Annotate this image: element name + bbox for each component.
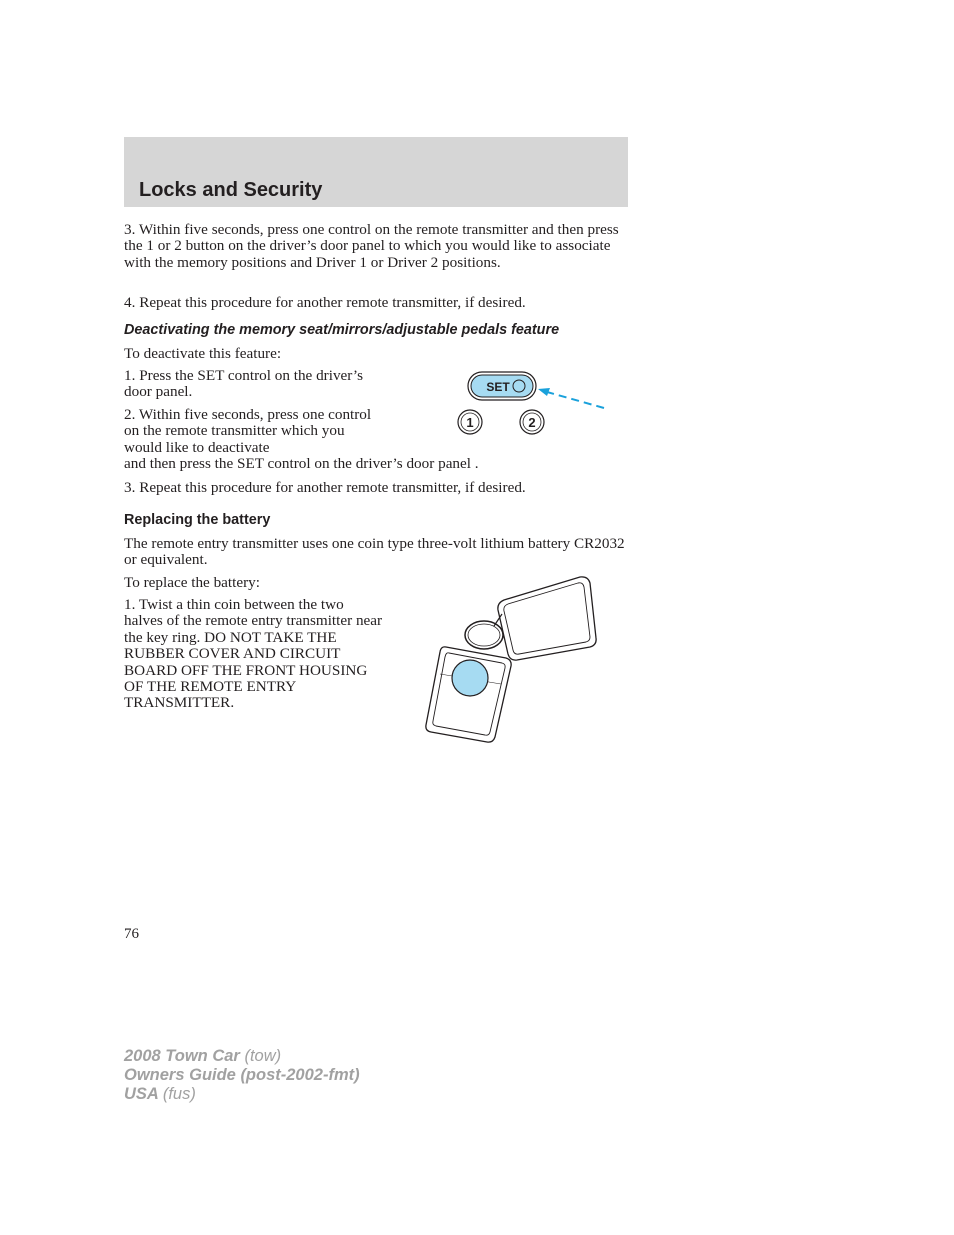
arrow-icon bbox=[547, 392, 604, 408]
footer-model: 2008 Town Car bbox=[124, 1047, 240, 1065]
transmitter-button bbox=[452, 660, 488, 696]
transmitter-front-half bbox=[426, 647, 511, 742]
deactivate-heading: Deactivating the memory seat/mirrors/adjustable pedals feature bbox=[124, 322, 560, 338]
deactivate-step-2: 2. Within five seconds, press one control on the remote transmitter which you would like to deactivate bbox=[124, 406, 372, 456]
arrow-head-icon bbox=[538, 388, 550, 396]
memory-button-2-label: 2 bbox=[528, 415, 536, 430]
memory-button-1-label: 1 bbox=[466, 415, 474, 430]
deactivate-step-3: 3. Repeat this procedure for another remote transmitter, if desired. bbox=[124, 479, 526, 496]
footer-market: USA bbox=[124, 1085, 159, 1103]
set-button-illustration bbox=[452, 368, 612, 440]
footer-model-code: (tow) bbox=[244, 1047, 282, 1065]
footer-guide: Owners Guide (post-2002-fmt) bbox=[124, 1066, 360, 1084]
footer-market-code: (fus) bbox=[162, 1085, 196, 1103]
page-number: 76 bbox=[124, 926, 139, 942]
deactivate-step-2-continued: and then press the SET control on the driver’s door panel . bbox=[124, 455, 479, 472]
deactivate-intro: To deactivate this feature: bbox=[124, 345, 282, 362]
remote-transmitter-illustration bbox=[420, 574, 602, 746]
step-4-text: 4. Repeat this procedure for another remote transmitter, if desired. bbox=[124, 294, 526, 311]
transmitter-back-half bbox=[498, 577, 596, 660]
deactivate-step-1: 1. Press the SET control on the driver’s door panel. bbox=[124, 367, 364, 401]
key-ring-icon bbox=[465, 614, 503, 649]
battery-replace-intro: To replace the battery: bbox=[124, 574, 260, 591]
document-footer bbox=[124, 1047, 360, 1104]
battery-intro: The remote entry transmitter uses one coin type three-volt lithium battery CR2032 or equivalent. bbox=[124, 535, 625, 569]
set-button-label: SET bbox=[486, 380, 510, 394]
footer-line-3 bbox=[124, 1085, 360, 1104]
step-3-text: 3. Within five seconds, press one control on the remote transmitter and then press the 1 or 2 button on the driver’s door panel to which you would like to associate with the memory positions and Driver 1 or Driver 2 positions. bbox=[124, 221, 619, 271]
footer-line-2 bbox=[124, 1066, 360, 1085]
section-title: Locks and Security bbox=[139, 179, 323, 201]
battery-heading: Replacing the battery bbox=[124, 512, 271, 528]
battery-step-1: 1. Twist a thin coin between the two halves of the remote entry transmitter near the key ring. DO NOT TAKE THE RUBBER COVER AND CIRCUIT BOARD OFF THE FRONT HOUSING OF THE REMOTE ENTRY TRANSMITTER. bbox=[124, 596, 383, 712]
footer-line-1 bbox=[124, 1047, 360, 1066]
